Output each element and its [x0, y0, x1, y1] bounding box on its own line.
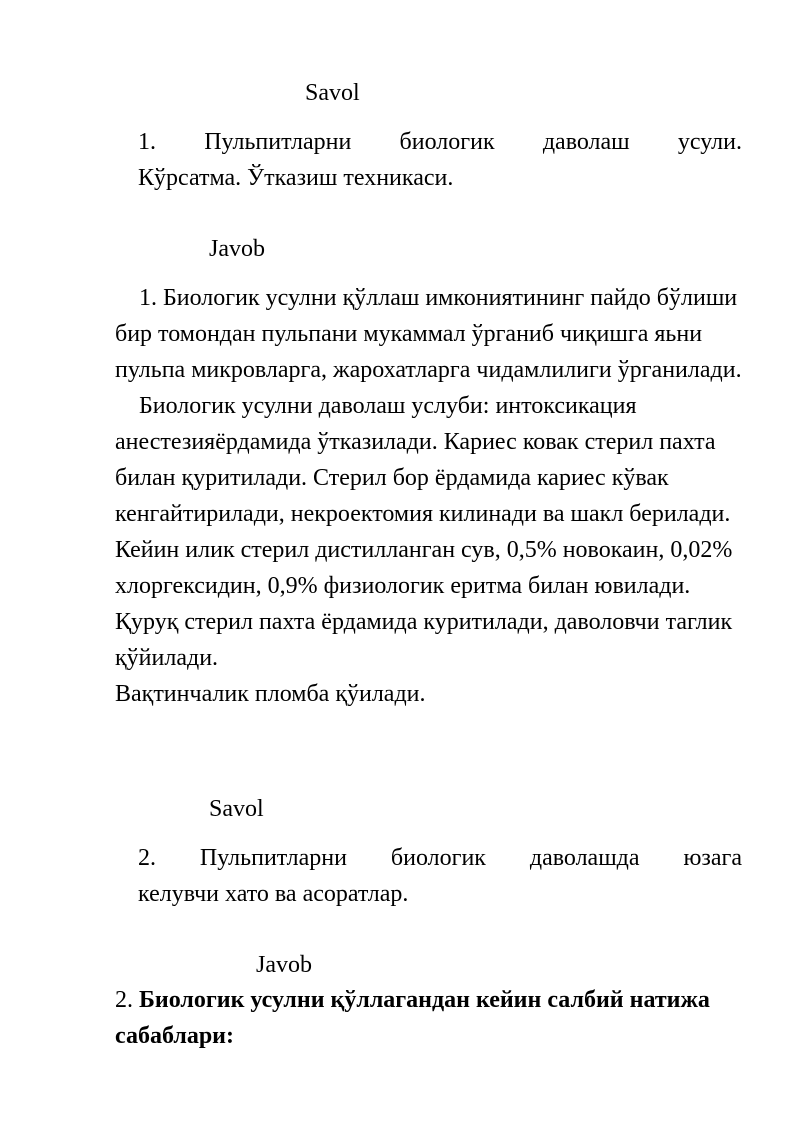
answer-1-paragraph-2: Биологик усулни даволаш услуби: интоксикация анестезияёрдамида ўтказилади. Кариес ковак стерил пахта билан қуритилади. Стерил бор ёрдамида кариес кўвак кенгайтирилади, некроектомия килинади ва шакл берилади. Кейин илик стерил дистилланган сув, 0,5% новокаин, 0,02% хлоргексидин, 0,9% физиологик еритма билан ювилади. Қуруқ стерил пахта ёрдамида куритилади, даволовчи таглик қўйилади. [115, 393, 733, 671]
question-2-line-2: келувчи хато ва асоратлар. [138, 881, 409, 907]
answer-2-bold-text: Биологик усулни қўллагандан кейин салбий натижа сабаблари: [115, 987, 710, 1049]
answer-1-paragraph-3: Вақтинчалик пломба қўилади. [115, 681, 426, 707]
answer-heading-1: Javob [209, 236, 265, 262]
answer-2-paragraph-1 [115, 982, 715, 1054]
answer-2 [115, 982, 715, 1054]
answer-1-paragraph-1: 1. Биологик усулни қўллаш имкониятининг пайдо бўлиши бир томондан пульпани мукаммал ўрганиб чиқишга яьни пульпа микровларга, жарохатларга чидамлилиги ўрганилади. [115, 285, 742, 383]
question-heading-1: Savol [305, 80, 360, 106]
answer-heading-2: Javob [256, 952, 312, 978]
question-1 [138, 124, 742, 196]
question-1-line-1: 1. Пульпитларни биологик даволаш усули. [138, 129, 742, 155]
answer-2-number: 2. [115, 987, 139, 1013]
answer-1 [115, 280, 755, 712]
question-2 [138, 840, 742, 912]
question-heading-2: Savol [209, 796, 264, 822]
question-2-line-1: 2. Пульпитларни биологик даволашда юзага [138, 845, 742, 871]
question-1-line-2: Кўрсатма. Ўтказиш техникаси. [138, 165, 454, 191]
